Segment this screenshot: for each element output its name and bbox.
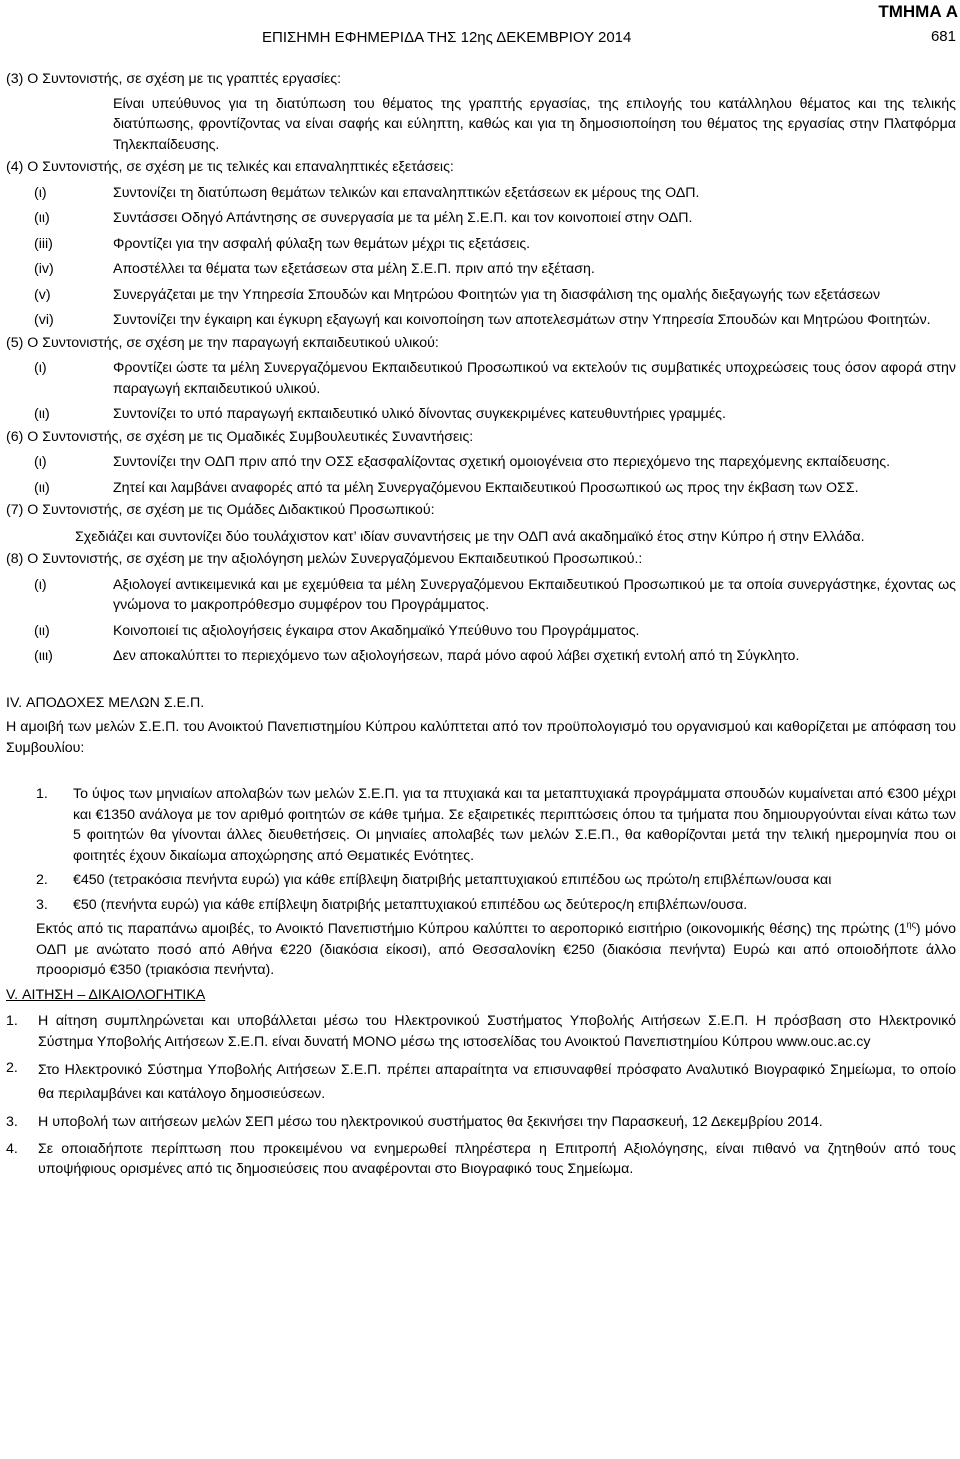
item-number: (ι) bbox=[34, 576, 47, 593]
list-item bbox=[6, 310, 956, 331]
item-text: €50 (πενήντα ευρώ) για κάθε επίβλεψη διατριβής μεταπτυχιακού επιπέδου ως δεύτερος/η επιβλέπων/ουσα. bbox=[73, 896, 748, 913]
list-item bbox=[6, 285, 956, 306]
list-item bbox=[6, 404, 956, 425]
item-text: Δεν αποκαλύπτει το περιεχόμενο των αξιολογήσεων, παρά μόνο αφού λάβει σχετική εντολή από τη Σύγκλητο. bbox=[113, 648, 800, 664]
item-text: Συντονίζει τη διατύπωση θεμάτων τελικών και επαναληπτικών εξετάσεων εκ μέρους της ΟΔΠ. bbox=[113, 184, 700, 201]
item-text: Κοινοποιεί τις αξιολογήσεις έγκαιρα στον Ακαδημαϊκό Υπεύθυνο του Προγράμματος. bbox=[113, 622, 640, 639]
item-text: Το ύψος των μηνιαίων απολαβών των μελών Σ.Ε.Π. για τα πτυχιακά και τα μεταπτυχιακά προγράμματα σπουδών κυμαίνεται από €300 μέχρι και €1350 ανάλογα με τον αριθμό φοιτητών σε κάθε τμήμα. Σε εξαιρετικές περιπτώσεις όπου τα τμήματα που δημιουργούνται είναι κάτω των 5 φοιτητών θα γίνονται άλλες διευθετήσεις. Οι μηνιαίες απολαβές των μελών Σ.Ε.Π., θα καθορίζονται μετά την τελική ημερομηνία που οι φοιτητές έχουν δικαίωμα αποχώρησης από Θεματικές Ενότητες. bbox=[73, 786, 956, 864]
s7-text: Σχεδιάζει και συντονίζει δύο τουλάχιστον κατ’ ιδίαν συναντήσεις με την ΟΔΠ ανά ακαδημαϊκό έτος στην Κύπρο ή στην Ελλάδα. bbox=[75, 528, 865, 545]
item-text: Φροντίζει για την ασφαλή φύλαξη των θεμάτων μέχρι τις εξετάσεις. bbox=[113, 235, 531, 252]
s7-heading: (7) Ο Συντονιστής, σε σχέση με τις Ομάδες Διδακτικού Προσωπικού: bbox=[6, 502, 435, 518]
s5-heading: (5) Ο Συντονιστής, σε σχέση με την παραγωγή εκπαιδευτικού υλικού: bbox=[6, 334, 439, 351]
s4-list bbox=[6, 183, 956, 331]
list-item bbox=[6, 478, 956, 499]
section-label: ΤΜΗΜΑ Α bbox=[878, 2, 958, 21]
item-number: 4. bbox=[6, 1140, 18, 1157]
item-number: 1. bbox=[36, 786, 48, 802]
item-number: (ι) bbox=[34, 184, 47, 201]
item-text: Σε οποιαδήποτε περίπτωση που προκειμένου να ενημερωθεί πληρέστερα η Επιτροπή Αξιολόγησης, είναι πιθανό να ζητηθούν από τους υποψήφιους ορισμένες από τις δημοσιεύσεις που αναφέρονται στο Βιογραφικό τους Σημείωμα. bbox=[38, 1140, 956, 1177]
item-text: Συντονίζει την ΟΔΠ πριν από την ΟΣΣ εξασφαλίζοντας σχετική ομοιογένεια στο περιεχόμενο της παρεχόμενης εκπαίδευσης. bbox=[113, 454, 891, 470]
item-number: (iii) bbox=[34, 235, 53, 252]
s6-heading: (6) Ο Συντονιστής, σε σχέση με τις Ομαδικές Συμβουλευτικές Συναντήσεις: bbox=[6, 428, 474, 445]
ordinal-suffix: ης bbox=[906, 919, 916, 930]
item-number: (ι) bbox=[34, 360, 47, 376]
list-item bbox=[6, 1058, 956, 1106]
list-item bbox=[6, 452, 956, 473]
item-text: Φροντίζει ώστε τα μέλη Συνεργαζόμενου Εκπαιδευτικού Προσωπικού να εκτελούν τις συμβατικές υποχρεώσεις τους όσον αφορά στην παραγωγή εκπαιδευτικού υλικού. bbox=[113, 360, 956, 397]
item-text: Ζητεί και λαμβάνει αναφορές από τα μέλη Συνεργαζόμενου Εκπαιδευτικού Προσωπικού ως προς την έκβαση των ΟΣΣ. bbox=[113, 479, 859, 496]
list-item bbox=[6, 621, 956, 642]
item-text: Η υποβολή των αιτήσεων μελών ΣΕΠ μέσω του ηλεκτρονικού συστήματος θα ξεκινήσει την Παρασκευή, 12 Δεκεμβρίου 2014. bbox=[38, 1114, 823, 1130]
item-number: (ιι) bbox=[34, 210, 50, 226]
list-item bbox=[6, 575, 956, 616]
item-number: (ιιι) bbox=[34, 648, 53, 664]
list-item bbox=[6, 646, 956, 667]
s3-heading: (3) Ο Συντονιστής, σε σχέση με τις γραπτές εργασίες: bbox=[6, 71, 342, 87]
iv-list bbox=[6, 784, 956, 915]
s4-heading: (4) Ο Συντονιστής, σε σχέση με τις τελικές και επαναληπτικές εξετάσεις: bbox=[6, 159, 454, 175]
iv-heading: IV. ΑΠΟΔΟΧΕΣ ΜΕΛΩΝ Σ.Ε.Π. bbox=[6, 694, 205, 711]
item-number: (ιι) bbox=[34, 622, 50, 639]
item-number: 2. bbox=[36, 872, 48, 888]
item-number: (ι) bbox=[34, 454, 47, 470]
list-item bbox=[6, 259, 956, 280]
page-number: 681 bbox=[930, 28, 956, 45]
iv-closing bbox=[6, 919, 956, 981]
item-text: Συντονίζει το υπό παραγωγή εκπαιδευτικό υλικό δίνοντας συγκεκριμένες κατευθυντήριες γραμμές. bbox=[113, 406, 726, 422]
list-item bbox=[6, 1139, 956, 1180]
v-list bbox=[6, 1011, 956, 1180]
document-body bbox=[6, 69, 956, 1180]
closing-text-start: Εκτός από τις παραπάνω αμοιβές, το Ανοικτό Πανεπιστήμιο Κύπρου καλύπτει το αεροπορικό εισιτήριο (οικονομικής θέσης) της πρώτης (1 bbox=[36, 921, 907, 937]
list-item bbox=[6, 1011, 956, 1052]
iv-intro: Η αμοιβή των μελών Σ.Ε.Π. του Ανοικτού Πανεπιστημίου Κύπρου καλύπτεται από τον προϋπολογισμό του οργανισμού και καθορίζεται με απόφαση του Συμβουλίου: bbox=[6, 719, 956, 756]
list-item bbox=[6, 1112, 956, 1133]
item-text: €450 (τετρακόσια πενήντα ευρώ) για κάθε επίβλεψη διατριβής μεταπτυχιακού επιπέδου ως πρώτο/η επιβλέπων/ουσα και bbox=[73, 872, 832, 888]
item-text: Η αίτηση συμπληρώνεται και υποβάλλεται μέσω του Ηλεκτρονικού Συστήματος Υποβολής Αιτήσεων Σ.Ε.Π. Η πρόσβαση στο Ηλεκτρονικό Σύστημα Υποβολής Αιτήσεων Σ.Ε.Π. είναι δυνατή ΜΟΝΟ μέσω της ιστοσελίδας του Ανοικτού Πανεπιστημίου Κύπρου www.ouc.ac.cy bbox=[38, 1013, 956, 1050]
item-text: Στο Ηλεκτρονικό Σύστημα Υποβολής Αιτήσεων Σ.Ε.Π. πρέπει απαραίτητα να επισυναφθεί πρόσφατο Αναλυτικό Βιογραφικό Σημείωμα, το οποίο θα περιλαμβάνει και κατάλογο δημοσιεύσεων. bbox=[38, 1062, 956, 1102]
s6-list bbox=[6, 452, 956, 498]
s8-list bbox=[6, 575, 956, 667]
item-text: Συνεργάζεται με την Υπηρεσία Σπουδών και Μητρώου Φοιτητών για τη διασφάλιση της ομαλής διεξαγωγής των εξετάσεων bbox=[113, 286, 881, 303]
item-number: 3. bbox=[36, 896, 48, 913]
s5-list bbox=[6, 358, 956, 425]
list-item bbox=[6, 784, 956, 866]
item-number: (ιι) bbox=[34, 406, 50, 422]
item-text: Αποστέλλει τα θέματα των εξετάσεων στα μέλη Σ.Ε.Π. πριν από την εξέταση. bbox=[113, 261, 595, 277]
item-number: (ιι) bbox=[34, 479, 50, 496]
s3-text: Είναι υπεύθυνος για τη διατύπωση του θέματος της γραπτής εργασίας, της επιλογής του κατάλληλου θέματος και της τελικής διατύπωσης, φροντίζοντας να είναι σαφής και εύληπτη, καθώς και για τη δημοσιοποίηση του θέματος της εργασίας στην Πλατφόρμα Τηλεκπαίδευσης. bbox=[113, 95, 956, 153]
list-item bbox=[6, 358, 956, 399]
list-item bbox=[6, 234, 956, 255]
item-number: (iv) bbox=[34, 261, 54, 277]
closing-text-end: ) μόνο ΟΔΠ με ανώτατο ποσό από Αθήνα €220 (διακόσια είκοσι), από Θεσσαλονίκη €250 (διακόσια πενήντα) Ευρώ και από οποιοδήποτε άλλο προορισμό €350 (τριακόσια πενήντα). bbox=[36, 921, 957, 978]
gazette-title: ΕΠΙΣΗΜΗ ΕΦΗΜΕΡΙΔΑ ΤΗΣ 12ης ΔΕΚΕΜΒΡΙΟΥ 2014 bbox=[262, 29, 632, 46]
item-number: 1. bbox=[6, 1013, 18, 1029]
item-number: (v) bbox=[34, 286, 51, 303]
list-item bbox=[6, 183, 956, 204]
item-text: Συντάσσει Οδηγό Απάντησης σε συνεργασία με τα μέλη Σ.Ε.Π. και τον κοινοποιεί στην ΟΔΠ. bbox=[113, 210, 693, 226]
s8-heading: (8) Ο Συντονιστής, σε σχέση με την αξιολόγηση μελών Συνεργαζόμενου Εκπαιδευτικού Προσωπικού.: bbox=[6, 551, 643, 567]
list-item bbox=[6, 208, 956, 229]
list-item bbox=[6, 870, 956, 891]
item-number: 3. bbox=[6, 1114, 18, 1130]
item-number: (vi) bbox=[34, 312, 54, 328]
item-text: Συντονίζει την έγκαιρη και έγκυρη εξαγωγή και κοινοποίηση των αποτελεσμάτων στην Υπηρεσία Σπουδών και Μητρώου Φοιτητών. bbox=[113, 312, 931, 328]
list-item bbox=[6, 895, 956, 916]
item-number: 2. bbox=[6, 1060, 18, 1076]
v-heading: V. ΑΙΤΗΣΗ – ΔΙΚΑΙΟΛΟΓΗΤΙΚΑ bbox=[6, 986, 206, 1003]
item-text: Αξιολογεί αντικειμενικά και με εχεμύθεια τα μέλη Συνεργαζόμενου Εκπαιδευτικού Προσωπικού με τα οποία συνεργάστηκε, έχοντας ως γνώμονα το μακροπρόθεσμο συμφέρον του Προγράμματος. bbox=[113, 576, 956, 613]
